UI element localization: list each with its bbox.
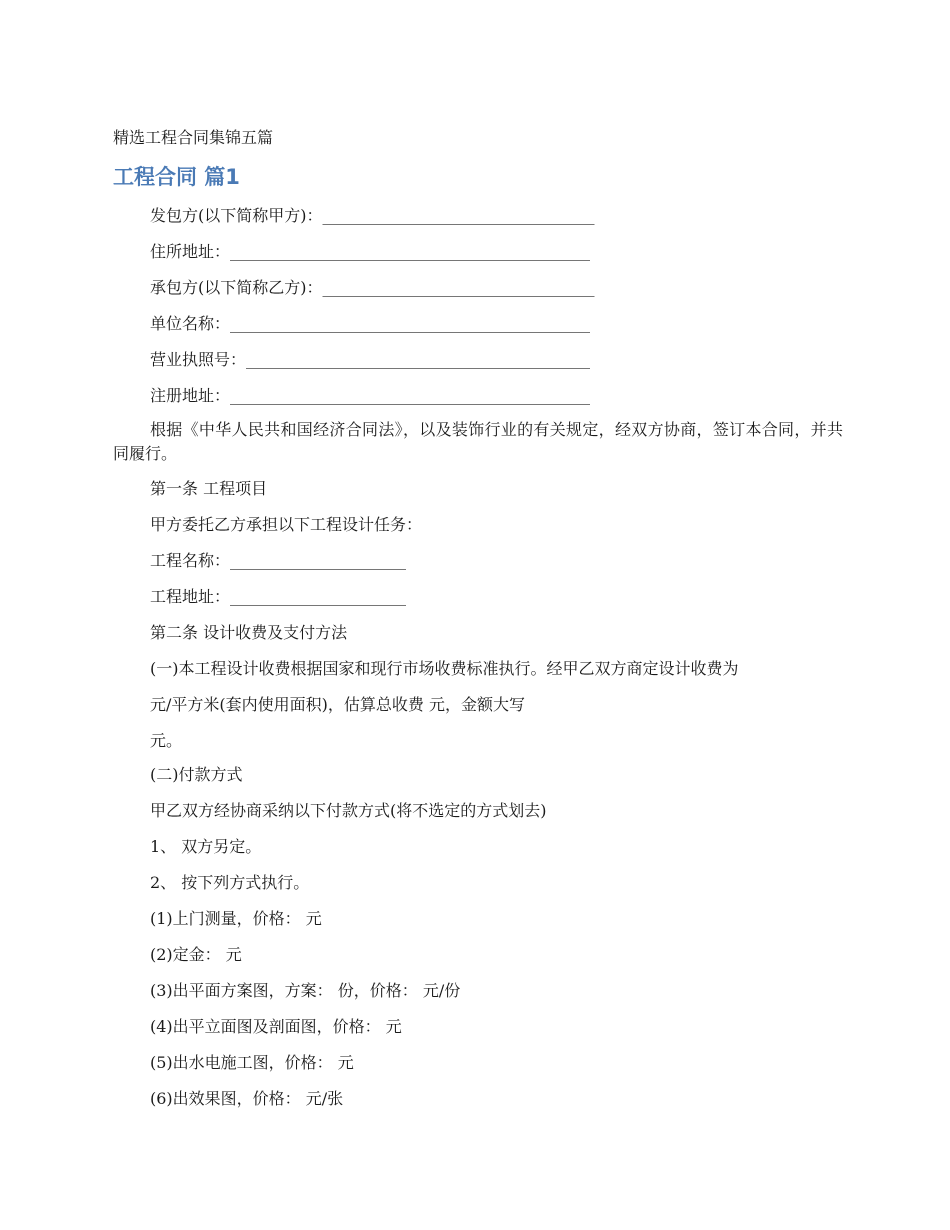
payment-intro: 甲乙双方经协商采纳以下付款方式(将不选定的方式划去) bbox=[150, 801, 547, 820]
payment-option-1: 1、 双方另定。 bbox=[150, 837, 262, 856]
article1-task: 甲方委托乙方承担以下工程设计任务： bbox=[150, 515, 423, 534]
section-heading: 工程合同 篇1 bbox=[113, 165, 240, 189]
article1-heading: 第一条 工程项目 bbox=[150, 479, 268, 498]
party-b-field: 承包方(以下简称乙方)：__________________________________ bbox=[150, 278, 595, 297]
payment-item: (2)定金： 元 bbox=[150, 945, 242, 964]
fee-line-1: (一)本工程设计收费根据国家和现行市场收费标准执行。经甲乙双方商定设计收费为 bbox=[150, 659, 739, 678]
residence-address-field: 住所地址：_____________________________________________ bbox=[150, 242, 591, 261]
article2-heading: 第二条 设计收费及支付方法 bbox=[150, 623, 348, 642]
project-address-field: 工程地址：______________________ bbox=[150, 587, 407, 606]
payment-heading: (二)付款方式 bbox=[150, 765, 243, 784]
payment-item: (6)出效果图，价格： 元/张 bbox=[150, 1089, 344, 1108]
project-name-field: 工程名称：______________________ bbox=[150, 551, 407, 570]
party-a-field: 发包方(以下简称甲方)：__________________________________ bbox=[150, 206, 595, 225]
business-license-field: 营业执照号：___________________________________________ bbox=[150, 350, 591, 369]
company-name-field: 单位名称：_____________________________________________ bbox=[150, 314, 591, 333]
intro-paragraph: 根据《中华人民共和国经济合同法》，以及装饰行业的有关规定，经双方协商，签订本合同，并共同履行。 bbox=[113, 420, 843, 463]
payment-item: (3)出平面方案图，方案： 份，价格： 元/份 bbox=[150, 981, 461, 1000]
fee-line-2: 元/平方米(套内使用面积)，估算总收费 元，金额大写 bbox=[150, 695, 525, 714]
payment-item: (4)出平立面图及剖面图，价格： 元 bbox=[150, 1017, 402, 1036]
registered-address-field: 注册地址：_____________________________________________ bbox=[150, 386, 591, 405]
document-title: 精选工程合同集锦五篇 bbox=[113, 128, 274, 147]
payment-option-2: 2、 按下列方式执行。 bbox=[150, 873, 310, 892]
fee-line-3: 元。 bbox=[150, 731, 183, 750]
payment-item: (5)出水电施工图，价格： 元 bbox=[150, 1053, 354, 1072]
payment-item: (1)上门测量，价格： 元 bbox=[150, 909, 322, 928]
